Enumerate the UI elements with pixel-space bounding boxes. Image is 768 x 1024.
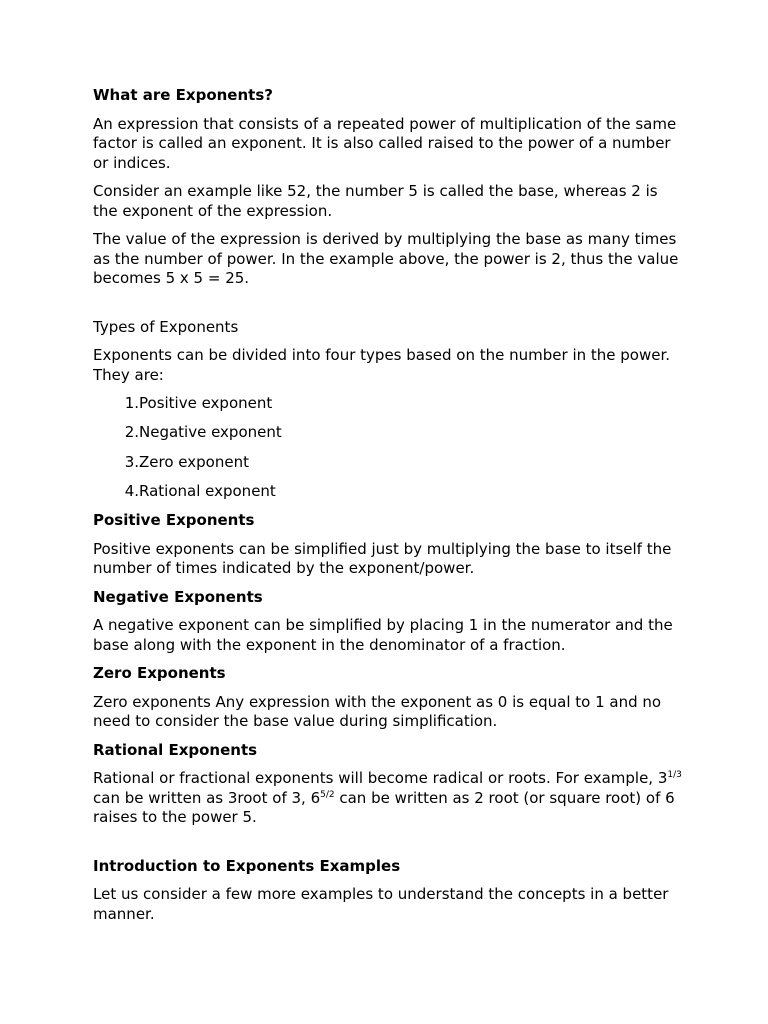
rational-text-part-1: Rational or fractional exponents will become radical or roots. For example, 3 — [93, 769, 668, 788]
heading-what-are-exponents: What are Exponents? — [93, 86, 273, 104]
list-item-label: Positive exponent — [139, 394, 273, 412]
exponent-types-list — [93, 394, 683, 501]
list-item — [93, 394, 683, 414]
list-item-number: 2. — [124, 423, 139, 442]
rational-text-part-2: can be written as 3root of 3, 6 — [93, 788, 321, 807]
heading-positive-exponents: Positive Exponents — [93, 511, 255, 530]
list-item — [93, 423, 683, 443]
heading-negative-exponents: Negative Exponents — [93, 587, 263, 606]
list-item-number: 1. — [124, 394, 139, 412]
paragraph-zero-exponents: Zero exponents Any expression with the exponent as 0 is equal to 1 and no need to consider the base value during simplification. — [93, 692, 662, 731]
superscript-one-third: 1/3 — [667, 770, 682, 781]
paragraph-rational-exponents — [93, 769, 683, 828]
paragraph-negative-exponents: A negative exponent can be simplified by placing 1 in the numerator and the base along with the exponent in the denominator of a fraction. — [93, 616, 673, 654]
paragraph-base-example: Consider an example like 52, the number 5 is called the base, whereas 2 is the exponent of the expression. — [93, 182, 658, 220]
heading-types-of-exponents: Types of Exponents — [93, 317, 239, 336]
heading-exponents-examples: Introduction to Exponents Examples — [93, 856, 401, 875]
document-page — [93, 86, 683, 933]
list-item-number: 4. — [124, 481, 139, 500]
heading-rational-exponents: Rational Exponents — [93, 740, 258, 759]
paragraph-types-intro: Exponents can be divided into four types based on the number in the power. They are: — [93, 346, 671, 384]
list-item — [93, 482, 683, 502]
list-item — [93, 453, 683, 473]
section-spacer — [93, 298, 683, 318]
paragraph-value-derivation: The value of the expression is derived by multiplying the base as many times as the number of power. In the example above, the power is 2, thus the value becomes 5 x 5 = 25. — [93, 230, 679, 287]
superscript-five-halves: 5/2 — [320, 789, 335, 800]
list-item-number: 3. — [124, 452, 139, 471]
list-item-label: Rational exponent — [139, 481, 276, 500]
rational-text-part-3: can be written as 2 root (or square root) of 6 raises to the power 5. — [93, 788, 675, 827]
paragraph-positive-exponents: Positive exponents can be simplified just by multiplying the base to itself the number of times indicated by the exponent/power. — [93, 539, 672, 578]
paragraph-exponent-definition: An expression that consists of a repeated power of multiplication of the same factor is called an exponent. It is also called raised to the power of a number or indices. — [93, 114, 677, 172]
section-spacer — [93, 837, 683, 857]
list-item-label: Negative exponent — [139, 423, 282, 442]
heading-zero-exponents: Zero Exponents — [93, 664, 226, 683]
paragraph-examples-intro: Let us consider a few more examples to understand the concepts in a better manner. — [93, 885, 669, 923]
list-item-label: Zero exponent — [139, 452, 249, 471]
